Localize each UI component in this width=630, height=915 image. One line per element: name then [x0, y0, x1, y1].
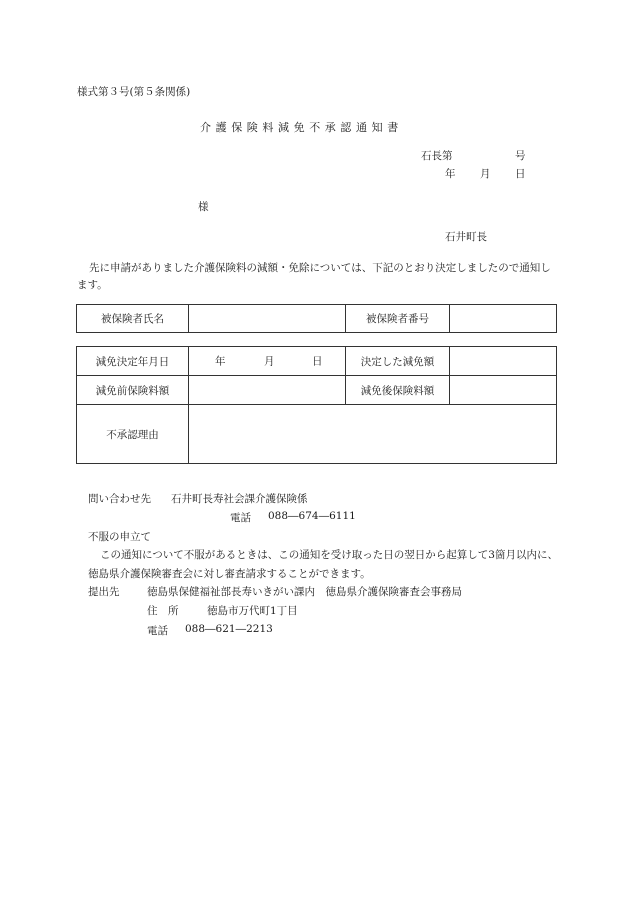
- decided-amount-label: 決定した減免額: [346, 347, 450, 376]
- decision-day: 日: [312, 355, 323, 368]
- table-row: [77, 376, 557, 405]
- reference-number-suffix: 号: [515, 150, 526, 162]
- contact-phone: 088―674―6111: [268, 510, 356, 522]
- table-row: [77, 347, 557, 376]
- notice-body: 先に申請がありました介護保険料の減額・免除については、下記のとおり決定しましたので通知します。: [77, 262, 551, 291]
- contact-line: [88, 491, 308, 506]
- issue-date-day: 日: [515, 168, 526, 180]
- recipient-honorific: 様: [198, 201, 209, 213]
- submit-to-line: [88, 584, 462, 599]
- table-row: [77, 405, 557, 464]
- issue-date-year: 年: [445, 168, 456, 180]
- contact-phone-label: 電話: [230, 512, 251, 524]
- address-line: [147, 603, 298, 618]
- submit-phone-line: [147, 623, 273, 638]
- issuer-name: 石井町長: [445, 231, 487, 243]
- insured-number-label: 被保険者番号: [346, 305, 450, 333]
- reference-number-prefix: 石長第: [421, 150, 453, 162]
- address-label: 住 所: [147, 605, 179, 617]
- decision-date-value[interactable]: [189, 347, 346, 376]
- form-number: 様式第３号(第５条関係): [77, 86, 191, 98]
- submit-phone-label: 電話: [147, 625, 168, 637]
- address: 徳島市万代町1丁目: [207, 605, 298, 617]
- appeal-heading: 不服の申立て: [88, 531, 151, 543]
- submit-to: 徳島県保健福祉部長寿いきがい課内 徳島県介護保険審査会事務局: [147, 586, 462, 598]
- contact-phone-line: [230, 510, 356, 525]
- insured-name-value[interactable]: [189, 305, 346, 333]
- reference-number: [421, 148, 526, 163]
- insured-number-value[interactable]: [450, 305, 557, 333]
- issue-date-month: 月: [480, 168, 491, 180]
- document-title: 介護保険料減免不承認通知書: [200, 121, 403, 134]
- decision-year: 年: [215, 355, 226, 368]
- decision-date-label: 減免決定年月日: [77, 347, 189, 376]
- table-row: [77, 305, 557, 333]
- contact-department: 石井町長寿社会課介護保険係: [171, 493, 308, 505]
- after-amount-value[interactable]: [450, 376, 557, 405]
- decided-amount-value[interactable]: [450, 347, 557, 376]
- submit-label: 提出先: [88, 586, 120, 598]
- insured-person-table: [76, 304, 557, 333]
- reason-label: 不承認理由: [77, 405, 189, 464]
- before-amount-value[interactable]: [189, 376, 346, 405]
- before-amount-label: 減免前保険料額: [77, 376, 189, 405]
- after-amount-label: 減免後保険料額: [346, 376, 450, 405]
- decision-month: 月: [264, 355, 275, 368]
- reason-value[interactable]: [189, 405, 557, 464]
- appeal-text: この通知について不服があるときは、この通知を受け取った日の翌日から起算して3箇月以内に、徳島県介護保険審査会に対し審査請求することができます。: [88, 549, 558, 580]
- reduction-table: [76, 346, 557, 464]
- insured-name-label: 被保険者氏名: [77, 305, 189, 333]
- contact-label: 問い合わせ先: [88, 493, 151, 505]
- submit-phone: 088―621―2213: [185, 623, 273, 635]
